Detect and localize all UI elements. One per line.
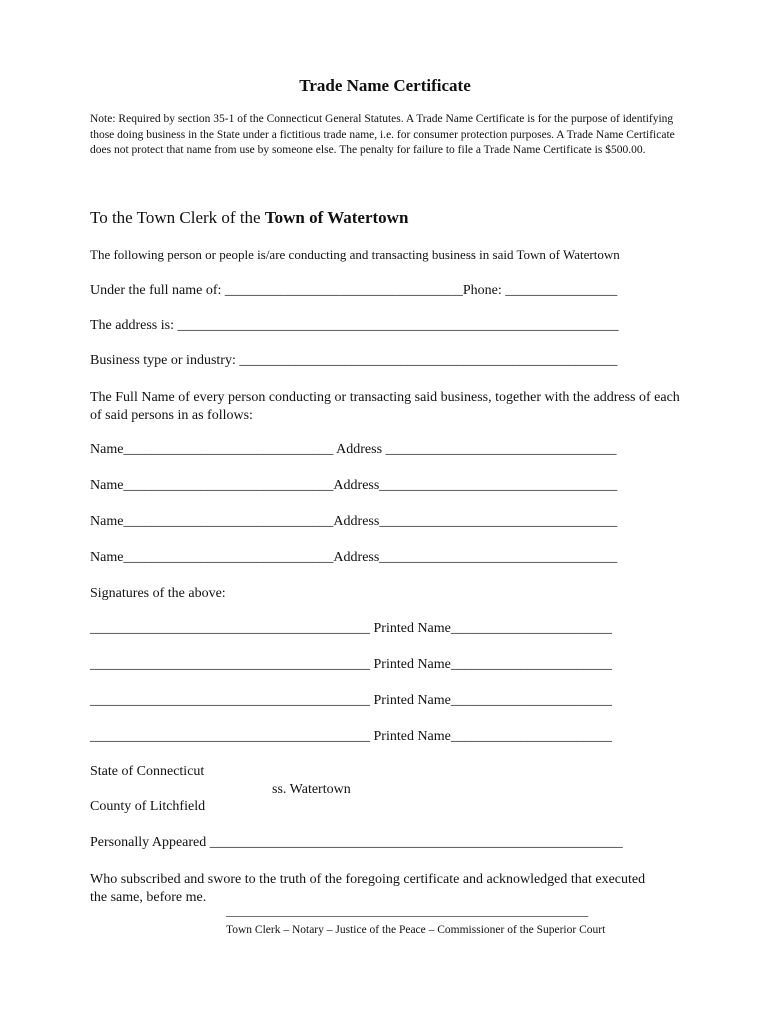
address-field[interactable]: The address is: _______________________________________________________________: [90, 318, 619, 333]
heading-prefix: To the Town Clerk of the: [90, 208, 265, 227]
document-title: Trade Name Certificate: [299, 76, 471, 95]
full-name-phone-field[interactable]: Under the full name of: __________________________________Phone: ________________: [90, 283, 618, 298]
business-type-field[interactable]: Business type or industry: ______________________________________________________: [90, 353, 618, 368]
name-address-row[interactable]: Name______________________________Address__________________________________: [90, 550, 618, 565]
county-label: County of Litchfield: [90, 799, 206, 814]
ss-watertown: ss. Watertown: [272, 782, 351, 797]
statute-note: Note: Required by section 35-1 of the Connecticut General Statutes. A Trade Name Certificate is for the purpose of identifying those doing business in the State under a fictitious trade name, i.e. for consumer protection purposes. A Trade Name Certificate does not protect that name from use by someone else. The penalty for failure to file a Trade Name Certificate is $500.00.: [90, 113, 675, 156]
name-address-row[interactable]: Name______________________________Address__________________________________: [90, 478, 618, 493]
intro-text: The following person or people is/are conducting and transacting business in said Town of Watertown: [90, 247, 620, 262]
sworn-statement: Who subscribed and swore to the truth of the foregoing certificate and acknowledged that executed the same, before me.: [90, 872, 646, 905]
personally-appeared-field[interactable]: Personally Appeared ___________________________________________________________: [90, 835, 623, 850]
name-address-row[interactable]: Name______________________________ Address _________________________________: [90, 442, 617, 457]
officials-caption: Town Clerk – Notary – Justice of the Peace – Commissioner of the Superior Court: [226, 924, 606, 936]
official-signature-line[interactable]: _______________________________________________________________: [226, 906, 589, 918]
town-clerk-heading: [90, 208, 408, 228]
signature-row[interactable]: ________________________________________ Printed Name_______________________: [90, 657, 612, 672]
signature-row[interactable]: ________________________________________ Printed Name_______________________: [90, 621, 612, 636]
full-name-paragraph: The Full Name of every person conducting or transacting said business, together with the address of each of said persons in as follows:: [90, 390, 680, 423]
state-label: State of Connecticut: [90, 764, 205, 779]
name-address-row[interactable]: Name______________________________Address__________________________________: [90, 514, 618, 529]
signature-row[interactable]: ________________________________________ Printed Name_______________________: [90, 693, 612, 708]
heading-town: Town of Watertown: [264, 208, 409, 227]
signatures-label: Signatures of the above:: [90, 586, 226, 601]
signature-row[interactable]: ________________________________________ Printed Name_______________________: [90, 729, 612, 744]
